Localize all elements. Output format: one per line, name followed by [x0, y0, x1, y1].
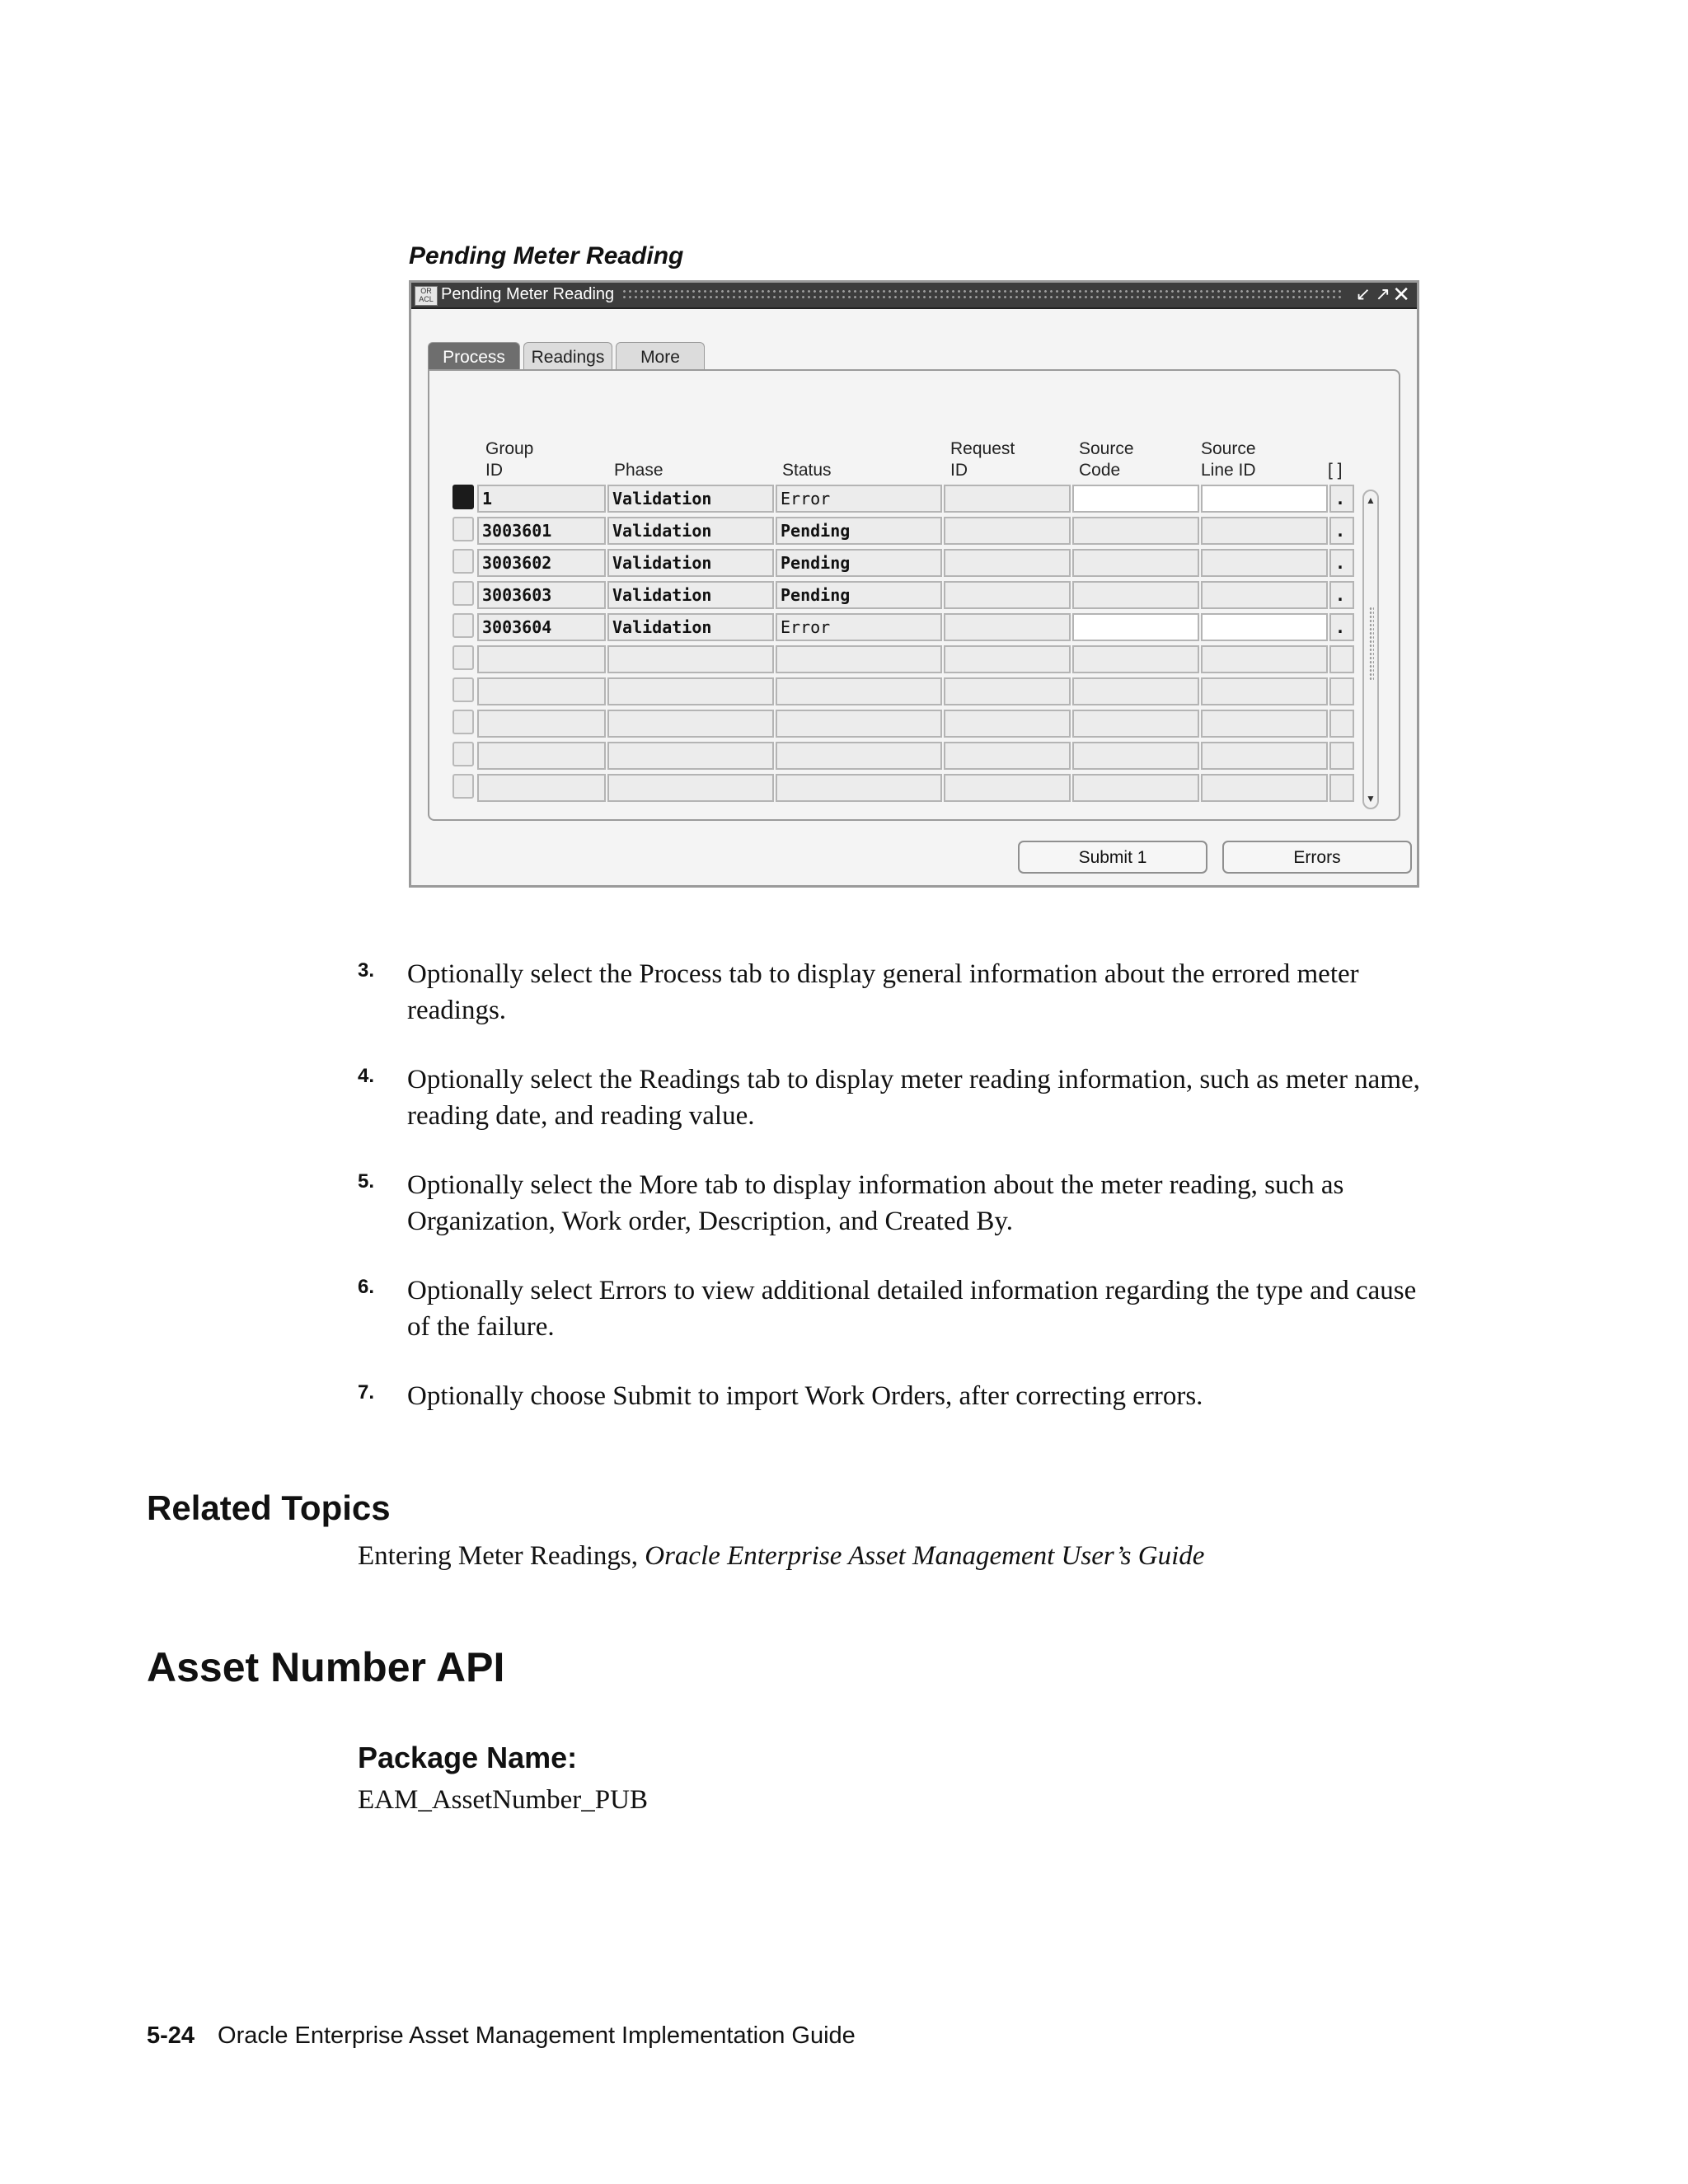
col-header-source-line-id: Source Line ID [1201, 439, 1256, 480]
window-titlebar[interactable] [411, 283, 1417, 309]
cell-source-line-id[interactable] [1201, 485, 1328, 513]
cell-status[interactable] [776, 774, 942, 802]
window-title: Pending Meter Reading [441, 285, 615, 303]
close-icon[interactable]: ✕ [1392, 282, 1410, 307]
cell-status[interactable] [776, 742, 942, 770]
cell-status[interactable]: Pending [776, 549, 942, 577]
cell-more[interactable] [1329, 645, 1354, 673]
cell-source-code[interactable] [1072, 677, 1199, 705]
related-topic-guide: Oracle Enterprise Asset Management User’s Guide [645, 1541, 1205, 1571]
related-topics-heading: Related Topics [147, 1488, 391, 1527]
cell-group-id[interactable] [477, 742, 606, 770]
cell-more[interactable] [1329, 677, 1354, 705]
row-selector[interactable] [452, 742, 474, 766]
col-header-request-id: Request ID [950, 439, 1015, 480]
cell-status[interactable] [776, 710, 942, 738]
cell-phase[interactable]: Validation [607, 485, 774, 513]
row-selector[interactable] [452, 613, 474, 638]
submit-button[interactable]: Submit 1 [1018, 841, 1207, 874]
row-selector[interactable] [452, 677, 474, 702]
cell-request-id[interactable] [944, 742, 1071, 770]
cell-source-line-id[interactable] [1201, 742, 1328, 770]
cell-phase[interactable] [607, 742, 774, 770]
col-header-group-id: Group ID [485, 439, 534, 480]
cell-phase[interactable]: Validation [607, 581, 774, 609]
cell-phase[interactable]: Validation [607, 613, 774, 641]
step-number: 7. [358, 1381, 375, 1404]
section-heading: Asset Number API [147, 1644, 505, 1690]
cell-status[interactable]: Error [776, 613, 942, 641]
cell-group-id[interactable] [477, 774, 606, 802]
cell-more[interactable]: . [1329, 517, 1354, 545]
cell-source-line-id[interactable] [1201, 774, 1328, 802]
step-text: Optionally select the Readings tab to display meter reading information, such as meter name, reading date, and reading value. [407, 1065, 1420, 1131]
cell-source-code[interactable] [1072, 485, 1199, 513]
row-selector[interactable] [452, 517, 474, 541]
cell-more[interactable]: . [1329, 485, 1354, 513]
row-selector[interactable] [452, 774, 474, 799]
cell-group-id[interactable] [477, 710, 606, 738]
step-number: 4. [358, 1065, 375, 1087]
row-selector[interactable] [452, 710, 474, 734]
cell-request-id[interactable] [944, 549, 1071, 577]
cell-source-code[interactable] [1072, 613, 1199, 641]
cell-group-id[interactable] [477, 677, 606, 705]
process-tab-panel [428, 369, 1400, 821]
oracle-app-icon: OR ACL [415, 286, 438, 306]
cell-request-id[interactable] [944, 485, 1071, 513]
row-selector[interactable] [452, 645, 474, 670]
cell-phase[interactable] [607, 710, 774, 738]
cell-status[interactable]: Pending [776, 517, 942, 545]
cell-request-id[interactable] [944, 645, 1071, 673]
vertical-scrollbar[interactable] [1362, 490, 1379, 809]
cell-source-line-id[interactable] [1201, 645, 1328, 673]
page-footer [147, 2022, 856, 2050]
cell-phase[interactable]: Validation [607, 549, 774, 577]
titlebar-pattern [621, 288, 1343, 302]
cell-request-id[interactable] [944, 613, 1071, 641]
cell-more[interactable] [1329, 774, 1354, 802]
package-name-heading: Package Name: [358, 1741, 578, 1774]
cell-request-id[interactable] [944, 677, 1071, 705]
cell-status[interactable] [776, 677, 942, 705]
row-selector[interactable] [452, 485, 474, 509]
cell-request-id[interactable] [944, 581, 1071, 609]
cell-source-code[interactable] [1072, 645, 1199, 673]
cell-request-id[interactable] [944, 710, 1071, 738]
related-topic-title: Entering Meter Readings, [358, 1541, 645, 1571]
tab-process[interactable]: Process [428, 342, 520, 370]
row-selector[interactable] [452, 581, 474, 606]
cell-source-code[interactable] [1072, 774, 1199, 802]
cell-source-code[interactable] [1072, 710, 1199, 738]
step-text: Optionally choose Submit to import Work Orders, after correcting errors. [407, 1381, 1203, 1411]
step-text: Optionally select the More tab to display information about the meter reading, such as Organization, Work order, Description, and Created By. [407, 1170, 1344, 1236]
row-selector[interactable] [452, 549, 474, 574]
cell-more[interactable]: . [1329, 613, 1354, 641]
cell-group-id[interactable]: 3003603 [477, 581, 606, 609]
cell-status[interactable]: Pending [776, 581, 942, 609]
cell-source-code[interactable] [1072, 517, 1199, 545]
step-text: Optionally select the Process tab to display general information about the errored meter readings. [407, 959, 1359, 1025]
step-number: 6. [358, 1276, 375, 1298]
col-header-status: Status [782, 461, 832, 480]
cell-source-line-id[interactable] [1201, 613, 1328, 641]
cell-status[interactable]: Error [776, 485, 942, 513]
scroll-grip[interactable] [1369, 607, 1374, 681]
step-text: Optionally select Errors to view additional detailed information regarding the type and cause of the failure. [407, 1276, 1417, 1342]
maximize-icon[interactable]: ↗ [1375, 284, 1390, 304]
cell-phase[interactable] [607, 677, 774, 705]
cell-group-id[interactable]: 3003602 [477, 549, 606, 577]
step-number: 5. [358, 1170, 375, 1193]
cell-source-code[interactable] [1072, 549, 1199, 577]
cell-phase[interactable] [607, 645, 774, 673]
cell-phase[interactable]: Validation [607, 517, 774, 545]
book-title: Oracle Enterprise Asset Management Implementation Guide [218, 2022, 856, 2049]
cell-source-code[interactable] [1072, 742, 1199, 770]
cell-group-id[interactable]: 3003601 [477, 517, 606, 545]
cell-request-id[interactable] [944, 517, 1071, 545]
tab-readings[interactable]: Readings [523, 342, 612, 370]
cell-phase[interactable] [607, 774, 774, 802]
cell-request-id[interactable] [944, 774, 1071, 802]
cell-source-line-id[interactable] [1201, 549, 1328, 577]
col-header-source-code: Source Code [1079, 439, 1134, 480]
cell-more[interactable] [1329, 710, 1354, 738]
related-topic-link[interactable] [358, 1541, 1204, 1572]
col-header-more: [ ] [1328, 461, 1343, 480]
cell-more[interactable]: . [1329, 581, 1354, 609]
cell-more[interactable] [1329, 742, 1354, 770]
scroll-up-icon[interactable]: ▲ [1366, 494, 1376, 506]
pending-meter-reading-window [409, 280, 1419, 888]
cell-source-line-id[interactable] [1201, 581, 1328, 609]
step-number: 3. [358, 959, 375, 982]
cell-source-line-id[interactable] [1201, 517, 1328, 545]
tab-more[interactable]: More [616, 342, 705, 370]
col-header-phase: Phase [614, 461, 663, 480]
package-name-value: EAM_AssetNumber_PUB [358, 1785, 648, 1815]
cell-group-id[interactable]: 3003604 [477, 613, 606, 641]
cell-status[interactable] [776, 645, 942, 673]
cell-group-id[interactable]: 1 [477, 485, 606, 513]
cell-group-id[interactable] [477, 645, 606, 673]
cell-more[interactable]: . [1329, 549, 1354, 577]
page-number: 5-24 [147, 2022, 195, 2049]
cell-source-line-id[interactable] [1201, 677, 1328, 705]
scroll-down-icon[interactable]: ▼ [1366, 793, 1376, 804]
figure-caption: Pending Meter Reading [409, 242, 684, 269]
errors-button[interactable]: Errors [1222, 841, 1412, 874]
cell-source-line-id[interactable] [1201, 710, 1328, 738]
minimize-icon[interactable]: ↙ [1355, 284, 1371, 304]
cell-source-code[interactable] [1072, 581, 1199, 609]
